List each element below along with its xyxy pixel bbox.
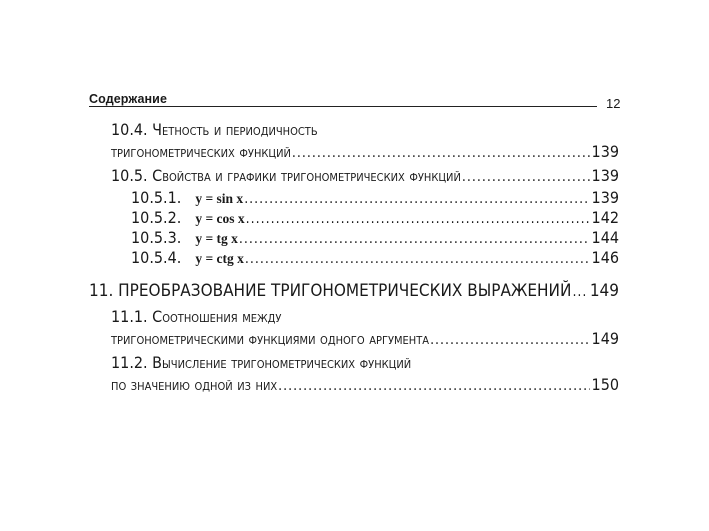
dot-leader [462,167,590,187]
toc-entry-label: 10.4. Четность и периодичность [111,120,318,139]
toc-entry-10-5-2[interactable] [131,208,619,229]
toc-chapter-11[interactable] [89,281,619,302]
dot-leader [430,330,589,350]
toc-entry-label: 11.1. Соотношения между [111,307,282,326]
toc-entry-label: тригонометрических функций [111,142,291,161]
dot-leader [245,249,590,269]
toc-entry-number: 10.5.4. [131,248,182,267]
dot-leader [278,376,589,396]
toc-entry-10-4[interactable] [111,142,619,163]
toc-entry-10-5-1[interactable] [131,188,619,209]
toc-page-number: 139 [591,188,619,207]
toc-entry-number: 10.5.2. [131,208,182,227]
toc-page-number: 139 [591,166,619,185]
toc-entry-label: 10.5. Свойства и графики тригонометрических функций [111,166,461,185]
header-rule [89,106,597,107]
toc-entry-10-5-4[interactable] [131,248,619,269]
toc-page-number: 149 [591,329,619,348]
toc-chapter-label: 11. ПРЕОБРАЗОВАНИЕ ТРИГОНОМЕТРИЧЕСКИХ ВЫРАЖЕНИЙ [89,281,572,301]
toc-entry-label: 11.2. Вычисление тригонометрических функций [111,353,412,372]
toc-entry-11-1-line1 [111,307,619,327]
dot-leader [244,189,589,209]
dot-leader [246,209,590,229]
toc-page-number: 142 [591,208,619,227]
toc-entry-10-4-line1 [111,120,619,140]
toc-entry-11-2[interactable] [111,375,619,396]
toc-entry-number: 10.5.1. [131,188,182,207]
toc-entry-11-1[interactable] [111,329,619,350]
toc-page-number: 139 [591,142,619,161]
running-header-title: Содержание [89,92,168,106]
toc-entry-11-2-line1 [111,353,619,373]
dot-leader [572,282,587,302]
toc-page-number: 149 [589,281,619,301]
toc-page-number: 150 [591,375,619,394]
toc-entry-10-5-3[interactable] [131,228,619,249]
toc-entry-formula: y = tg x [195,231,238,246]
dot-leader [292,143,590,163]
page-number: 12 [606,96,621,111]
toc-entry-number: 10.5.3. [131,228,182,247]
toc-page-number: 146 [591,248,619,267]
toc-entry-label: тригонометрическими функциями одного аргумента [111,329,430,348]
toc-entry-formula: y = ctg x [195,251,244,266]
toc-entry-label: по значению одной из них [111,375,278,394]
toc-entry-formula: y = sin x [195,191,244,206]
toc-entry-10-5[interactable] [111,166,619,187]
dot-leader [239,229,590,249]
toc-page-number: 144 [591,228,619,247]
toc-entry-formula: y = cos x [195,211,245,226]
